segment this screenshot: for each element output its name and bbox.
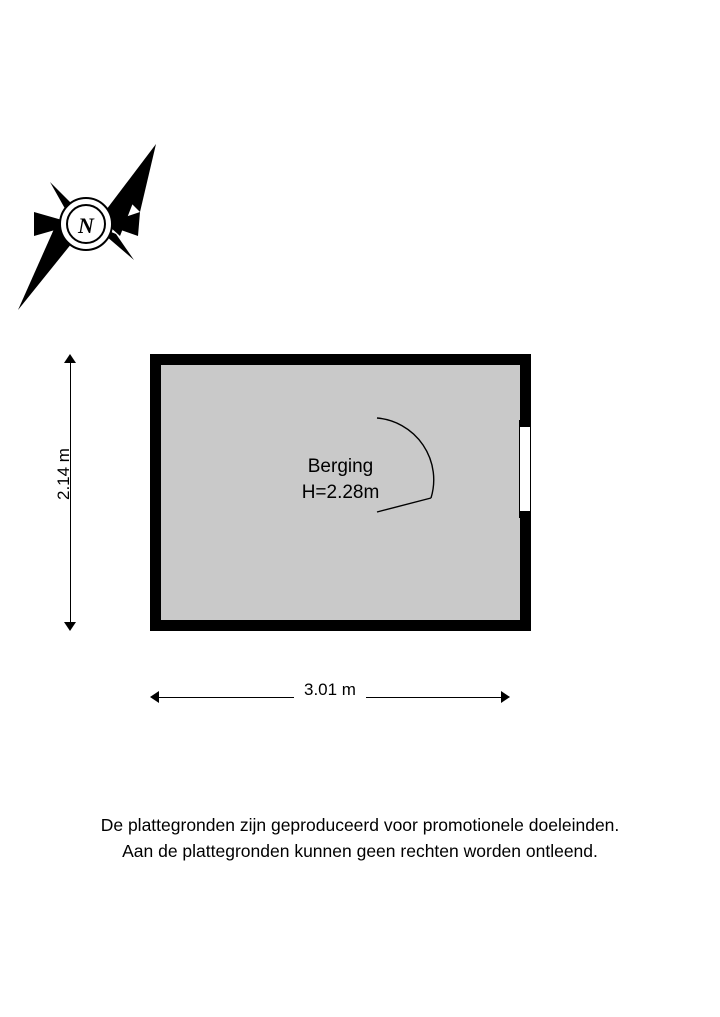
arrow-head-down-icon: [64, 622, 76, 631]
door-leaf: [519, 420, 531, 518]
door-jamb-top: [519, 420, 531, 427]
dimension-horizontal-label-wrap: [150, 680, 510, 700]
compass-north-letter: N: [78, 213, 94, 238]
room-height: H=2.28m: [301, 482, 380, 503]
north-arrow-icon: [8, 140, 168, 315]
door-swing-arc: [369, 414, 439, 524]
disclaimer-line-2: Aan de plattegronden kunnen geen rechten worden ontleend.: [122, 841, 598, 861]
door-jamb-bottom: [519, 511, 531, 518]
room-label-group: [161, 454, 520, 506]
room-name: Berging: [307, 456, 374, 477]
dimension-horizontal-label: 3.01 m: [294, 680, 366, 699]
dimension-vertical-label: 2.14 m: [54, 448, 73, 500]
compass-rose: [8, 140, 168, 315]
dimension-horizontal: [150, 672, 510, 722]
disclaimer: [0, 812, 720, 864]
floor-plan: [150, 354, 531, 631]
disclaimer-line-1: De plattegronden zijn geproduceerd voor promotionele doeleinden.: [100, 815, 620, 835]
dimension-vertical: [54, 354, 114, 631]
